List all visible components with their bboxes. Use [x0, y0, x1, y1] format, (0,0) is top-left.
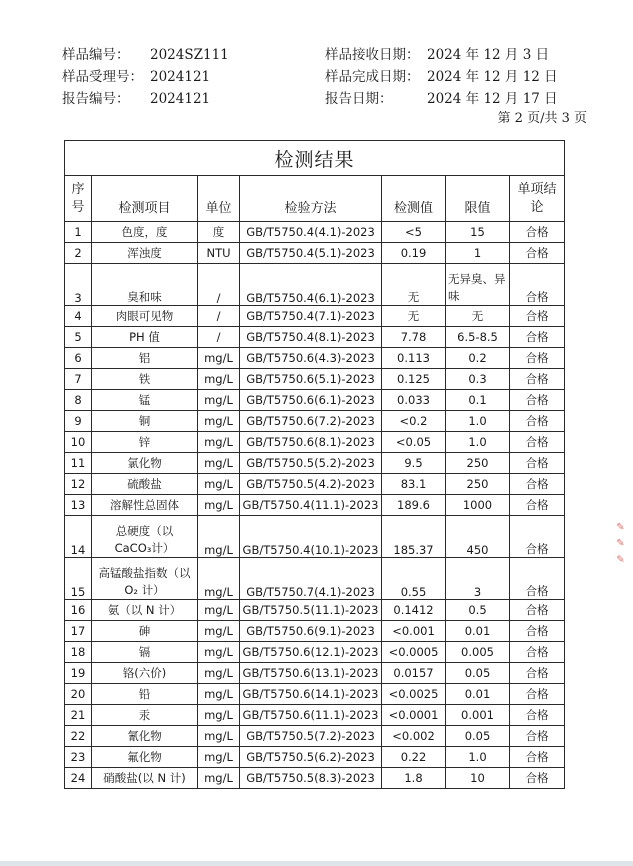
cell-limit: 6.5-8.5 — [446, 327, 510, 348]
cell-verdict: 合格 — [510, 264, 565, 306]
cell-verdict: 合格 — [510, 516, 565, 558]
cell-value: <5 — [382, 222, 446, 243]
cell-limit: 1000 — [446, 495, 510, 516]
cell-value: 0.0157 — [382, 663, 446, 684]
bottom-edge — [0, 861, 633, 866]
cell-item: 硫酸盐 — [92, 474, 198, 495]
cell-value: 0.033 — [382, 390, 446, 411]
report-date-label: 报告日期： — [325, 91, 393, 107]
table-row — [65, 495, 565, 516]
col-header-value: 检测值 — [382, 176, 446, 222]
cell-method: GB/T5750.4(6.1)-2023 — [240, 264, 382, 306]
cell-item: PH 值 — [92, 327, 198, 348]
col-header-no: 序号 — [65, 176, 92, 222]
cell-value: 185.37 — [382, 516, 446, 558]
cell-no: 14 — [65, 516, 92, 558]
cell-item: 色度，度 — [92, 222, 198, 243]
cell-unit: mg/L — [198, 558, 240, 600]
cell-method: GB/T5750.6(12.1)-2023 — [240, 642, 382, 663]
cell-no: 17 — [65, 621, 92, 642]
table-row — [65, 474, 565, 495]
cell-value: <0.2 — [382, 411, 446, 432]
cell-item: 溶解性总固体 — [92, 495, 198, 516]
cell-unit: mg/L — [198, 663, 240, 684]
table-row — [65, 264, 565, 306]
cell-limit: 1.0 — [446, 411, 510, 432]
cell-no: 16 — [65, 600, 92, 621]
cell-value: <0.001 — [382, 621, 446, 642]
cell-method: GB/T5750.6(14.1)-2023 — [240, 684, 382, 705]
cell-item: 锌 — [92, 432, 198, 453]
cell-limit: 15 — [446, 222, 510, 243]
cell-value: 0.22 — [382, 747, 446, 768]
cell-limit: 0.3 — [446, 369, 510, 390]
cell-verdict: 合格 — [510, 768, 565, 789]
cell-verdict: 合格 — [510, 390, 565, 411]
col-header-verdict: 单项结论 — [510, 176, 565, 222]
cell-no: 19 — [65, 663, 92, 684]
table-row — [65, 369, 565, 390]
cell-method: GB/T5750.4(7.1)-2023 — [240, 306, 382, 327]
cell-method: GB/T5750.6(8.1)-2023 — [240, 432, 382, 453]
cell-item: 氨（以 N 计） — [92, 600, 198, 621]
cell-limit: 无 — [446, 306, 510, 327]
cell-method: GB/T5750.5(7.2)-2023 — [240, 726, 382, 747]
cell-unit: / — [198, 306, 240, 327]
cell-verdict: 合格 — [510, 222, 565, 243]
report-no-label: 报告编号： — [62, 91, 130, 107]
cell-value: <0.0005 — [382, 642, 446, 663]
cell-verdict: 合格 — [510, 621, 565, 642]
cell-value: 1.8 — [382, 768, 446, 789]
cell-verdict: 合格 — [510, 495, 565, 516]
cell-no: 9 — [65, 411, 92, 432]
cell-unit: mg/L — [198, 600, 240, 621]
cell-no: 18 — [65, 642, 92, 663]
cell-item: 铅 — [92, 684, 198, 705]
cell-limit: 0.01 — [446, 621, 510, 642]
cell-value: <0.0025 — [382, 684, 446, 705]
results-table — [64, 140, 565, 789]
cell-method: GB/T5750.4(11.1)-2023 — [240, 495, 382, 516]
cell-no: 10 — [65, 432, 92, 453]
cell-verdict: 合格 — [510, 558, 565, 600]
cell-unit: mg/L — [198, 474, 240, 495]
cell-unit: mg/L — [198, 768, 240, 789]
cell-limit: 1.0 — [446, 432, 510, 453]
cell-verdict: 合格 — [510, 642, 565, 663]
page-indicator: 第 2 页/共 3 页 — [497, 111, 587, 126]
cell-verdict: 合格 — [510, 411, 565, 432]
cell-no: 3 — [65, 264, 92, 306]
cell-item: 铜 — [92, 411, 198, 432]
table-row — [65, 348, 565, 369]
cell-no: 2 — [65, 243, 92, 264]
cell-item: 铬(六价) — [92, 663, 198, 684]
cell-method: GB/T5750.6(6.1)-2023 — [240, 390, 382, 411]
cell-item: 氰化物 — [92, 726, 198, 747]
cell-verdict: 合格 — [510, 705, 565, 726]
cell-verdict: 合格 — [510, 747, 565, 768]
table-row — [65, 432, 565, 453]
cell-no: 6 — [65, 348, 92, 369]
cell-method: GB/T5750.6(13.1)-2023 — [240, 663, 382, 684]
cell-unit: mg/L — [198, 684, 240, 705]
cell-method: GB/T5750.5(11.1)-2023 — [240, 600, 382, 621]
cell-item: 砷 — [92, 621, 198, 642]
cell-value: 0.125 — [382, 369, 446, 390]
cell-no: 7 — [65, 369, 92, 390]
cell-item: 镉 — [92, 642, 198, 663]
cell-no: 1 — [65, 222, 92, 243]
table-row — [65, 747, 565, 768]
cell-verdict: 合格 — [510, 348, 565, 369]
cell-verdict: 合格 — [510, 684, 565, 705]
table-row — [65, 600, 565, 621]
cell-limit: 0.01 — [446, 684, 510, 705]
cell-limit: 1 — [446, 243, 510, 264]
cell-item: 臭和味 — [92, 264, 198, 306]
red-seal-stamp: ✎ ✎ ✎ — [615, 522, 626, 567]
cell-unit: mg/L — [198, 642, 240, 663]
cell-limit: 0.5 — [446, 600, 510, 621]
cell-value: 9.5 — [382, 453, 446, 474]
cell-verdict: 合格 — [510, 432, 565, 453]
cell-item: 铁 — [92, 369, 198, 390]
table-row — [65, 621, 565, 642]
cell-unit: mg/L — [198, 621, 240, 642]
table-row — [65, 243, 565, 264]
table-row — [65, 453, 565, 474]
cell-method: GB/T5750.4(4.1)-2023 — [240, 222, 382, 243]
table-row — [65, 222, 565, 243]
cell-unit: mg/L — [198, 390, 240, 411]
cell-unit: 度 — [198, 222, 240, 243]
cell-item: 锰 — [92, 390, 198, 411]
cell-item: 总硬度（以 CaCO₃计） — [92, 516, 198, 558]
completed-date-label: 样品完成日期： — [325, 69, 420, 85]
table-row — [65, 306, 565, 327]
header-right-block — [325, 44, 558, 110]
cell-limit: 0.1 — [446, 390, 510, 411]
cell-method: GB/T5750.6(11.1)-2023 — [240, 705, 382, 726]
table-row — [65, 516, 565, 558]
col-header-limit: 限值 — [446, 176, 510, 222]
cell-method: GB/T5750.6(4.3)-2023 — [240, 348, 382, 369]
cell-unit: mg/L — [198, 411, 240, 432]
sample-no-label: 样品编号： — [62, 47, 130, 63]
col-header-unit: 单位 — [198, 176, 240, 222]
cell-limit: 3 — [446, 558, 510, 600]
table-row — [65, 726, 565, 747]
cell-value: 0.55 — [382, 558, 446, 600]
cell-no: 5 — [65, 327, 92, 348]
cell-unit: mg/L — [198, 495, 240, 516]
cell-limit: 1.0 — [446, 747, 510, 768]
cell-verdict: 合格 — [510, 663, 565, 684]
cell-verdict: 合格 — [510, 453, 565, 474]
cell-item: 浑浊度 — [92, 243, 198, 264]
col-header-item: 检测项目 — [92, 176, 198, 222]
cell-unit: / — [198, 327, 240, 348]
cell-unit: mg/L — [198, 432, 240, 453]
cell-verdict: 合格 — [510, 600, 565, 621]
col-header-method: 检验方法 — [240, 176, 382, 222]
sample-no: 2024SZ111 — [150, 47, 229, 63]
cell-method: GB/T5750.4(5.1)-2023 — [240, 243, 382, 264]
cell-item: 高锰酸盐指数（以 O₂ 计） — [92, 558, 198, 600]
cell-unit: mg/L — [198, 747, 240, 768]
cell-verdict: 合格 — [510, 474, 565, 495]
cell-value: 0.1412 — [382, 600, 446, 621]
header-left-block — [62, 44, 229, 110]
acceptance-no-label: 样品受理号： — [62, 69, 143, 85]
cell-no: 15 — [65, 558, 92, 600]
cell-method: GB/T5750.6(9.1)-2023 — [240, 621, 382, 642]
cell-limit: 250 — [446, 474, 510, 495]
cell-limit: 0.05 — [446, 663, 510, 684]
cell-method: GB/T5750.7(4.1)-2023 — [240, 558, 382, 600]
table-row — [65, 327, 565, 348]
table-row — [65, 705, 565, 726]
cell-method: GB/T5750.5(5.2)-2023 — [240, 453, 382, 474]
cell-item: 汞 — [92, 705, 198, 726]
table-row — [65, 684, 565, 705]
table-row — [65, 390, 565, 411]
cell-limit: 无异臭、异味 — [446, 264, 510, 306]
cell-no: 21 — [65, 705, 92, 726]
cell-method: GB/T5750.5(8.3)-2023 — [240, 768, 382, 789]
cell-method: GB/T5750.4(10.1)-2023 — [240, 516, 382, 558]
report-no: 2024121 — [150, 91, 211, 107]
cell-no: 11 — [65, 453, 92, 474]
cell-method: GB/T5750.6(7.2)-2023 — [240, 411, 382, 432]
cell-limit: 250 — [446, 453, 510, 474]
cell-method: GB/T5750.6(5.1)-2023 — [240, 369, 382, 390]
cell-method: GB/T5750.4(8.1)-2023 — [240, 327, 382, 348]
cell-no: 4 — [65, 306, 92, 327]
cell-item: 铝 — [92, 348, 198, 369]
cell-value: 0.113 — [382, 348, 446, 369]
cell-value: <0.002 — [382, 726, 446, 747]
cell-limit: 0.005 — [446, 642, 510, 663]
cell-no: 20 — [65, 684, 92, 705]
cell-verdict: 合格 — [510, 726, 565, 747]
cell-no: 24 — [65, 768, 92, 789]
cell-item: 氟化物 — [92, 747, 198, 768]
cell-verdict: 合格 — [510, 327, 565, 348]
cell-value: 83.1 — [382, 474, 446, 495]
cell-no: 12 — [65, 474, 92, 495]
cell-unit: mg/L — [198, 516, 240, 558]
cell-value: 0.19 — [382, 243, 446, 264]
cell-limit: 450 — [446, 516, 510, 558]
cell-value: 无 — [382, 264, 446, 306]
cell-no: 8 — [65, 390, 92, 411]
cell-unit: mg/L — [198, 348, 240, 369]
cell-unit: / — [198, 264, 240, 306]
report-date: 2024 年 12 月 17 日 — [427, 91, 558, 107]
cell-no: 23 — [65, 747, 92, 768]
cell-limit: 0.05 — [446, 726, 510, 747]
cell-method: GB/T5750.5(4.2)-2023 — [240, 474, 382, 495]
received-date: 2024 年 12 月 3 日 — [427, 47, 550, 63]
cell-unit: mg/L — [198, 453, 240, 474]
cell-value: 无 — [382, 306, 446, 327]
cell-value: 189.6 — [382, 495, 446, 516]
cell-method: GB/T5750.5(6.2)-2023 — [240, 747, 382, 768]
cell-unit: mg/L — [198, 726, 240, 747]
table-title: 检测结果 — [65, 141, 565, 176]
cell-no: 22 — [65, 726, 92, 747]
cell-limit: 0.2 — [446, 348, 510, 369]
cell-value: <0.0001 — [382, 705, 446, 726]
cell-verdict: 合格 — [510, 369, 565, 390]
table-row — [65, 411, 565, 432]
cell-item: 硝酸盐(以 N 计) — [92, 768, 198, 789]
completed-date: 2024 年 12 月 12 日 — [427, 69, 558, 85]
table-row — [65, 642, 565, 663]
acceptance-no: 2024121 — [150, 69, 211, 85]
cell-item: 氯化物 — [92, 453, 198, 474]
cell-verdict: 合格 — [510, 306, 565, 327]
table-row — [65, 768, 565, 789]
cell-limit: 0.001 — [446, 705, 510, 726]
cell-unit: mg/L — [198, 705, 240, 726]
cell-value: <0.05 — [382, 432, 446, 453]
cell-unit: NTU — [198, 243, 240, 264]
received-date-label: 样品接收日期： — [325, 47, 420, 63]
table-row — [65, 558, 565, 600]
cell-verdict: 合格 — [510, 243, 565, 264]
cell-value: 7.78 — [382, 327, 446, 348]
table-row — [65, 663, 565, 684]
cell-unit: mg/L — [198, 369, 240, 390]
cell-limit: 10 — [446, 768, 510, 789]
cell-item: 肉眼可见物 — [92, 306, 198, 327]
cell-no: 13 — [65, 495, 92, 516]
